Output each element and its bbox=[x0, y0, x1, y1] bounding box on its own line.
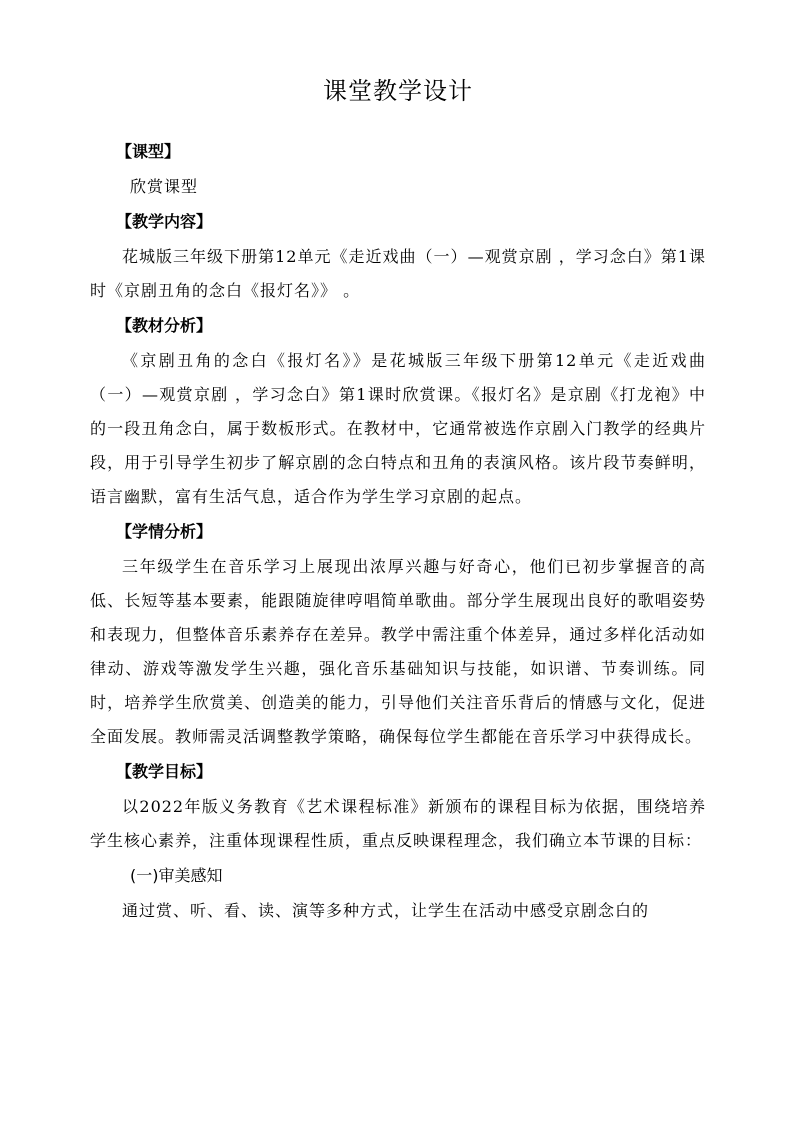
content-paragraph: 花城版三年级下册第12单元《走近戏曲（一）—观赏京剧 ，学习念白》第1课时《京剧丑角的念白《报灯名》》 。 bbox=[90, 247, 706, 300]
section-heading-content: 【教学内容】 bbox=[116, 212, 213, 231]
section-heading-course-type: 【课型】 bbox=[116, 142, 181, 161]
document-body bbox=[90, 134, 706, 928]
section-heading-objectives: 【教学目标】 bbox=[116, 762, 213, 781]
sub-heading-aesthetic-perception: (一)审美感知 bbox=[130, 866, 223, 885]
page-title: 课堂教学设计 bbox=[323, 77, 473, 105]
objectives-paragraph: 以2022年版义务教育《艺术课程标准》新颁布的课程目标为依据，围绕培养学生核心素养，注重体现课程性质，重点反映课程理念，我们确立本节课的目标： bbox=[90, 797, 706, 850]
course-type-text: 欣赏课型 bbox=[130, 177, 199, 196]
student-analysis-paragraph: 三年级学生在音乐学习上展现出浓厚兴趣与好奇心，他们已初步掌握音的高低、长短等基本要素，能跟随旋律哼唱简单歌曲。部分学生展现出良好的歌唱姿势和表现力，但整体音乐素养存在差异。教学中需注重个体差异，通过多样化活动如律动、游戏等激发学生兴趣，强化音乐基础知识与技能，如识谱、节奏训练。同时，培养学生欣赏美、创造美的能力，引导他们关注音乐背后的情感与文化，促进全面发展。教师需灵活调整教学策略，确保每位学生都能在音乐学习中获得成长。 bbox=[90, 557, 706, 746]
section-heading-material-analysis: 【教材分析】 bbox=[116, 316, 213, 335]
aesthetic-perception-paragraph: 通过赏、听、看、读、演等多种方式，让学生在活动中感受京剧念白的 bbox=[122, 901, 650, 920]
material-analysis-paragraph: 《京剧丑角的念白《报灯名》》是花城版三年级下册第12单元《走近戏曲（一）—观赏京剧 ，学习念白》第1课时欣赏课。《报灯名》是京剧《打龙袍》中的一段丑角念白，属于数板形式。在教材中，它通常被选作京剧入门教学的经典片段，用于引导学生初步了解京剧的念白特点和丑角的表演风格。该片段节奏鲜明，语言幽默，富有生活气息，适合作为学生学习京剧的起点。 bbox=[90, 351, 706, 506]
section-heading-student-analysis: 【学情分析】 bbox=[116, 522, 213, 541]
